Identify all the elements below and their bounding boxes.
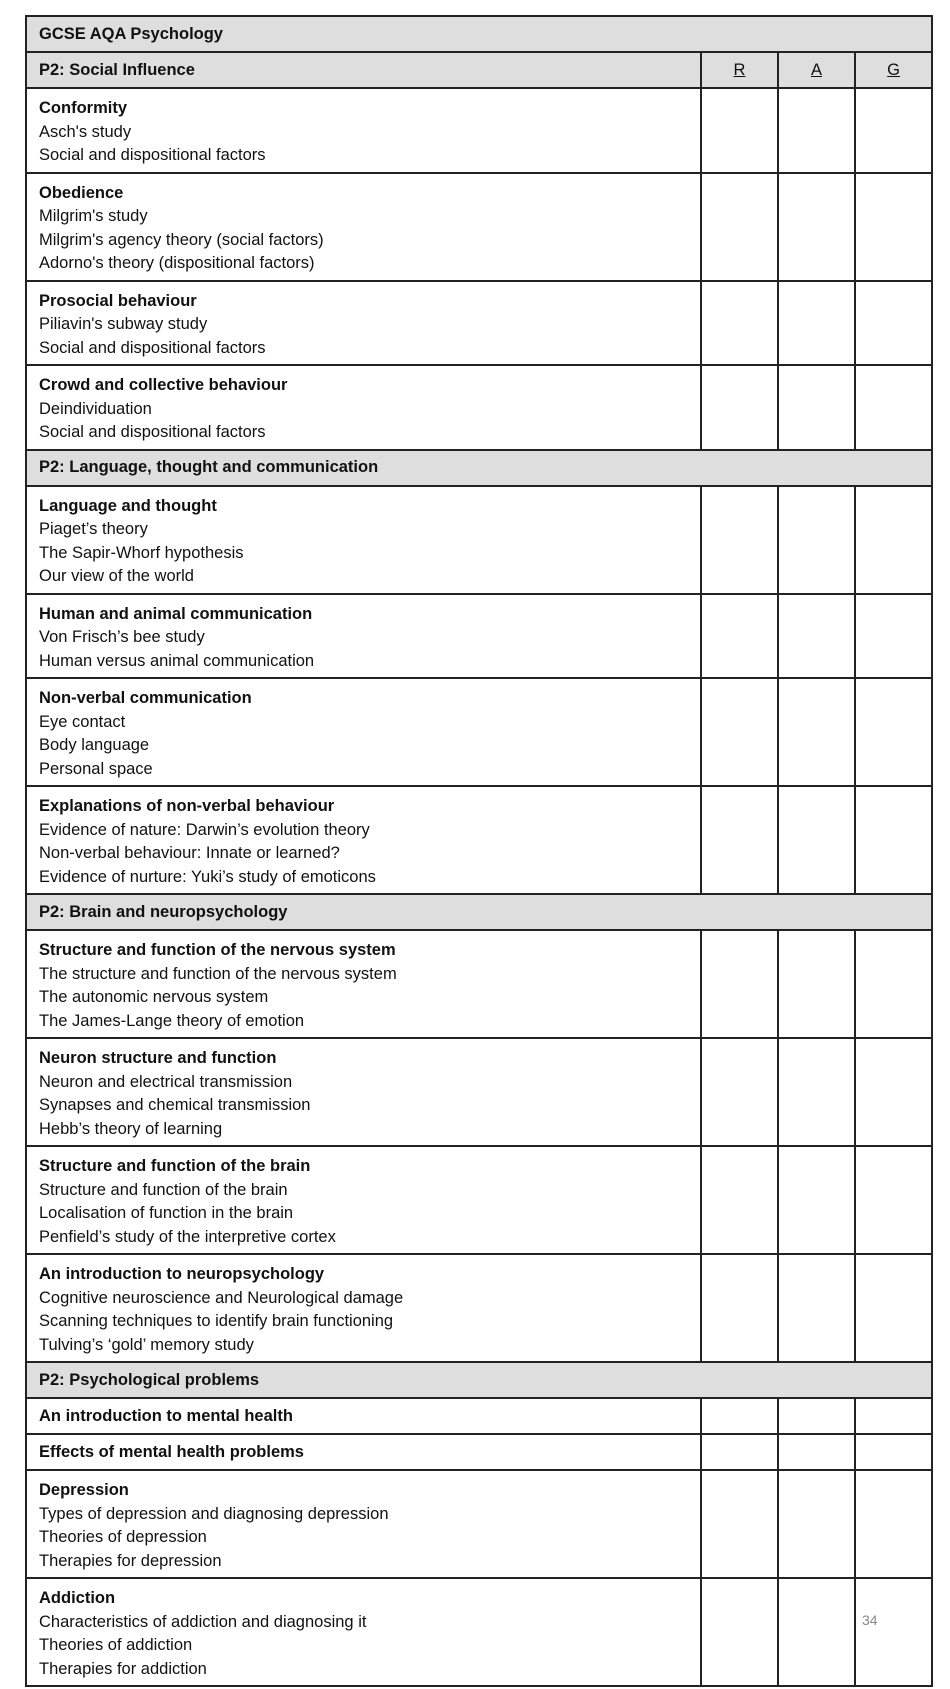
rag-cell-a[interactable] [778,1434,855,1470]
rag-cell-g[interactable] [855,88,932,173]
subtopic: Tulving’s ‘gold’ memory study [39,1335,254,1354]
rag-cell-a[interactable] [778,88,855,173]
subtopic: Structure and function of the brain [39,1180,288,1199]
topic-row [26,1470,932,1578]
topic-cell [26,281,701,366]
subtopic: Localisation of function in the brain [39,1204,294,1222]
topic-row [26,1038,932,1146]
subtopic: Adorno's theory (dispositional factors) [39,254,315,272]
rag-cell-g[interactable] [855,173,932,281]
subtopic: Von Frisch’s bee study [39,628,205,646]
topic-row [26,486,932,594]
section-heading: P2: Language, thought and communication [26,450,932,486]
section-heading-row [26,450,932,486]
topic-title: Conformity [39,99,127,117]
topic-row [26,88,932,173]
topic-title: Crowd and collective behaviour [39,376,288,394]
rag-header-r: R [701,52,778,88]
subtopic: Therapies for depression [39,1551,222,1570]
rag-cell-a[interactable] [778,1578,855,1686]
topic-cell [26,1578,701,1686]
rag-cell-a[interactable] [778,1146,855,1254]
subtopic: Personal space [39,759,153,778]
rag-cell-a[interactable] [778,486,855,594]
rag-header-g: G [855,52,932,88]
section-heading: P2: Brain and neuropsychology [26,894,932,930]
document-title-row [26,16,932,52]
section-heading-row [26,1362,932,1398]
subtopic: Hebb’s theory of learning [39,1119,223,1138]
topic-cell: An introduction to mental health [26,1398,701,1434]
topic-title: Depression [39,1481,129,1499]
subtopic: Theories of addiction [39,1636,193,1654]
subtopic: The autonomic nervous system [39,988,269,1006]
rag-cell-g[interactable] [855,930,932,1038]
subtopic: Eye contact [39,712,126,731]
topic-row [26,678,932,786]
topic-title: Non-verbal communication [39,689,252,707]
topic-row [26,281,932,366]
rag-cell-g[interactable] [855,1038,932,1146]
topic-cell [26,173,701,281]
subtopic: Characteristics of addiction and diagnosing it [39,1612,367,1631]
page-number: 34 [862,1612,878,1628]
topic-title: Prosocial behaviour [39,291,197,310]
rag-cell-g[interactable] [855,1434,932,1470]
subtopic: The Sapir-Whorf hypothesis [39,543,244,562]
rag-cell-a[interactable] [778,678,855,786]
rag-cell-r[interactable] [701,594,778,679]
rag-cell-g[interactable] [855,281,932,366]
topic-title: Human and animal communication [39,604,313,623]
rag-cell-g[interactable] [855,1254,932,1362]
subtopic: The James-Lange theory of emotion [39,1011,305,1030]
topic-row [26,173,932,281]
rag-cell-a[interactable] [778,1470,855,1578]
rag-cell-a[interactable] [778,594,855,679]
subtopic: Social and dispositional factors [39,338,266,357]
rag-cell-a[interactable] [778,1038,855,1146]
topic-cell [26,88,701,173]
rag-table-body [26,16,932,1686]
topic-cell [26,1254,701,1362]
subtopic: Synapses and chemical transmission [39,1096,311,1114]
subtopic: Cognitive neuroscience and Neurological damage [39,1288,404,1307]
subtopic: Milgrim's agency theory (social factors) [39,230,324,249]
subtopic: Evidence of nature: Darwin’s evolution theory [39,820,370,839]
rag-cell-a[interactable] [778,786,855,894]
topic-cell: Effects of mental health problems [26,1434,701,1470]
subtopic: Penfield’s study of the interpretive cortex [39,1227,336,1246]
rag-cell-r[interactable] [701,1254,778,1362]
topic-cell [26,786,701,894]
document-title: GCSE AQA Psychology [26,16,932,52]
topic-row [26,1398,932,1434]
subtopic: Scanning techniques to identify brain functioning [39,1312,394,1330]
topic-cell [26,1470,701,1578]
subtopic: Theories of depression [39,1528,207,1546]
topic-title: Language and thought [39,496,217,515]
rag-cell-r[interactable] [701,1038,778,1146]
section-heading: P2: Psychological problems [26,1362,932,1398]
topic-cell [26,594,701,679]
topic-title: Obedience [39,183,124,202]
subtopic: Social and dispositional factors [39,146,266,164]
rag-cell-g[interactable] [855,1578,932,1686]
rag-cell-g[interactable] [855,1146,932,1254]
subtopic: Piliavin's subway study [39,315,208,333]
subtopic: Deindividuation [39,399,152,418]
topic-row [26,1434,932,1470]
topic-cell [26,365,701,450]
topic-row [26,1578,932,1686]
rag-cell-r[interactable] [701,486,778,594]
topic-row [26,365,932,450]
rag-cell-r[interactable] [701,1470,778,1578]
rag-cell-a[interactable] [778,281,855,366]
rag-cell-a[interactable] [778,1254,855,1362]
topic-title: An introduction to neuropsychology [39,1265,325,1283]
subtopic: Non-verbal behaviour: Innate or learned? [39,844,340,862]
topic-row [26,786,932,894]
rag-cell-r[interactable] [701,1578,778,1686]
rag-cell-a[interactable] [778,930,855,1038]
rag-cell-g[interactable] [855,594,932,679]
rag-cell-r[interactable] [701,1146,778,1254]
rag-cell-r[interactable] [701,88,778,173]
subtopic: Human versus animal communication [39,651,315,670]
subtopic: Neuron and electrical transmission [39,1072,293,1091]
rag-checklist-table [25,15,933,1687]
rag-cell-r[interactable] [701,1398,778,1434]
rag-cell-g[interactable] [855,365,932,450]
topic-title: Structure and function of the brain [39,1157,311,1175]
rag-cell-r[interactable] [701,281,778,366]
rag-cell-g[interactable] [855,678,932,786]
rag-cell-r[interactable] [701,365,778,450]
subtopic: Evidence of nurture: Yuki’s study of emoticons [39,867,376,886]
topic-title: Addiction [39,1589,116,1607]
rag-cell-a[interactable] [778,173,855,281]
subtopic: Therapies for addiction [39,1659,207,1678]
rag-cell-r[interactable] [701,1434,778,1470]
section-heading-row [26,52,932,88]
subtopic: Our view of the world [39,567,194,585]
rag-header-a: A [778,52,855,88]
topic-row [26,594,932,679]
topic-cell [26,1146,701,1254]
topic-title: Explanations of non-verbal behaviour [39,797,335,815]
rag-cell-r[interactable] [701,930,778,1038]
topic-title: Structure and function of the nervous system [39,941,396,959]
topic-cell [26,1038,701,1146]
rag-cell-r[interactable] [701,786,778,894]
topic-cell [26,678,701,786]
subtopic: Milgrim's study [39,207,148,225]
topic-row [26,1146,932,1254]
rag-cell-g[interactable] [855,1398,932,1434]
subtopic: Asch's study [39,122,132,141]
rag-cell-g[interactable] [855,486,932,594]
topic-row [26,1254,932,1362]
topic-title: Neuron structure and function [39,1049,277,1067]
topic-cell [26,930,701,1038]
subtopic: Piaget’s theory [39,520,148,538]
rag-cell-g[interactable] [855,1470,932,1578]
rag-cell-a[interactable] [778,1398,855,1434]
section-heading: P2: Social Influence [26,52,701,88]
subtopic: Types of depression and diagnosing depression [39,1504,389,1523]
topic-cell [26,486,701,594]
section-heading-row [26,894,932,930]
rag-cell-g[interactable] [855,786,932,894]
subtopic: The structure and function of the nervous system [39,964,397,983]
rag-cell-a[interactable] [778,365,855,450]
topic-row [26,930,932,1038]
rag-cell-r[interactable] [701,678,778,786]
subtopic: Social and dispositional factors [39,423,266,441]
rag-cell-r[interactable] [701,173,778,281]
subtopic: Body language [39,736,150,754]
